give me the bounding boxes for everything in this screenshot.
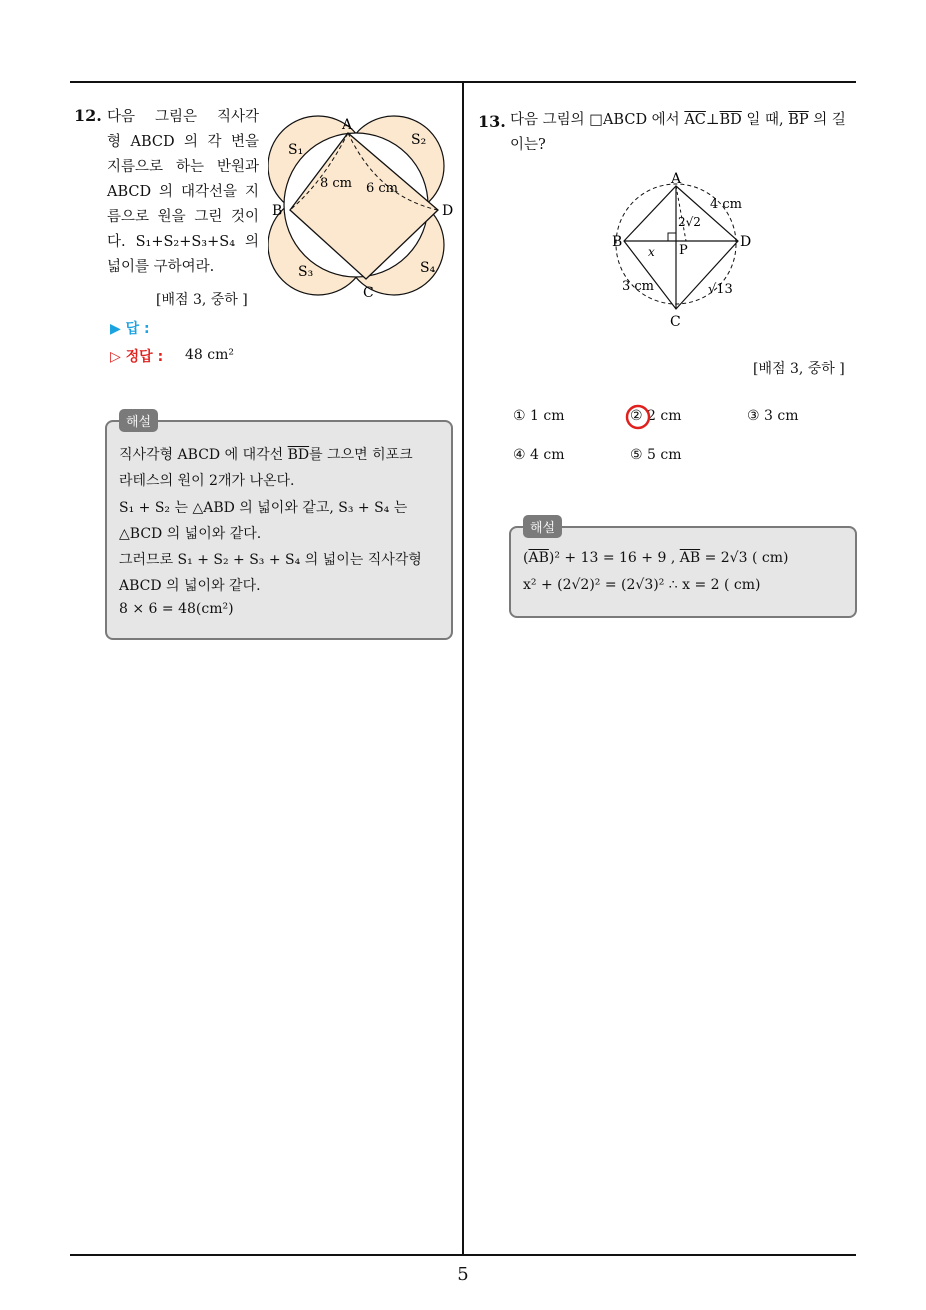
q13-solution-box [509, 526, 857, 618]
choice-text: 3 cm [764, 408, 799, 424]
q13-number: 13. [478, 112, 506, 131]
q12-line: 형 ABCD 의 각 변을 [107, 134, 259, 150]
q13-figure [610, 168, 760, 330]
q12-line: 다음 그림은 직사각 [107, 109, 259, 125]
q12-figure [268, 112, 464, 302]
label-B: B [612, 234, 623, 250]
q12-line: 지름으로 하는 반원과 [107, 159, 259, 175]
label-B: B [272, 203, 283, 219]
q13-solution-tag: 해설 [523, 515, 562, 538]
q12-solution-line: 8 × 6 = 48(cm²) [119, 601, 234, 617]
q12-solution-line: △BCD 의 넓이와 같다. [119, 526, 262, 542]
label-S2: S₂ [411, 132, 427, 148]
choice-3[interactable] [747, 408, 799, 424]
label-root13: √13 [708, 282, 733, 297]
choice-text: 2 cm [647, 408, 682, 424]
label-2root2: 2√2 [678, 215, 701, 229]
choice-text: 5 cm [647, 447, 682, 463]
page-number: 5 [457, 1264, 469, 1285]
label-6cm: 6 cm [366, 181, 399, 196]
q12-solution-line: S₁ + S₂ 는 △ABD 의 넓이와 같고, S₃ + S₄ 는 [119, 500, 408, 516]
choice-mark: ① [513, 408, 526, 424]
q12-line: ABCD 의 대각선을 지 [107, 184, 259, 200]
choice-mark: ④ [513, 447, 526, 463]
q12-answer-label: ▶ 답 : [110, 321, 150, 337]
label-C: C [363, 285, 374, 301]
right-angle-mark [668, 233, 676, 241]
q12-solution-line: ABCD 의 넓이와 같다. [119, 578, 261, 594]
q12-solution-box [105, 420, 453, 640]
q13-solution-line: $(\overline{AB})^2 + 13 = 16 + 9$ , $\overline{AB} = 2√3$ ( cm) [523, 550, 789, 566]
q12-solution-line: 라테스의 원이 2개가 나온다. [119, 473, 295, 489]
choice-mark: ⑤ [630, 447, 643, 463]
choice-text: 4 cm [530, 447, 565, 463]
choice-4[interactable] [513, 447, 565, 463]
label-x: x [648, 245, 655, 259]
choice-1[interactable] [513, 408, 565, 424]
q13-line: 다음 그림의 □ABCD 에서 $\overline{AC}\perp\overline{BD}$ 일 때, $\overline{BP}$ 의 길 [510, 112, 846, 128]
choice-mark: ③ [747, 408, 760, 424]
q12-line: 넓이를 구하여라. [107, 259, 215, 275]
q13-score: [배점 3, 중하 ] [753, 361, 845, 377]
q12-score: [배점 3, 중하 ] [156, 292, 248, 308]
label-S3: S₃ [298, 264, 314, 280]
label-4cm: 4 cm [710, 197, 743, 212]
label-3cm: 3 cm [622, 279, 655, 294]
label-A: A [671, 171, 682, 187]
q13-solution-line: x² + (2√2)² = (2√3)² ∴ x = 2 ( cm) [523, 577, 761, 593]
q13-line: 이는? [510, 137, 546, 153]
q12-number: 12. [74, 106, 102, 125]
q12-text [107, 105, 259, 280]
label-P: P [679, 243, 688, 258]
label-C: C [670, 314, 681, 330]
choice-5[interactable] [630, 447, 682, 463]
q12-line: 다. S₁+S₂+S₃+S₄ 의 [107, 234, 259, 250]
choice-text: 1 cm [530, 408, 565, 424]
label-8cm: 8 cm [320, 176, 353, 191]
label-S4: S₄ [420, 260, 436, 276]
q12-line: 름으로 원을 그린 것이 [107, 209, 259, 225]
label-D: D [740, 234, 752, 250]
q12-solution-line: 직사각형 ABCD 에 대각선 $\overline{BD}$를 그으면 히포크 [119, 447, 413, 463]
bottom-rule [70, 1254, 856, 1256]
choice-2[interactable] [630, 408, 682, 424]
q13-text [510, 108, 846, 158]
q12-solution-line: 그러므로 S₁ + S₂ + S₃ + S₄ 의 넓이는 직사각형 [119, 552, 422, 568]
q12-correct-label: ▷ 정답 : [110, 349, 164, 365]
label-A: A [342, 117, 353, 133]
label-D: D [442, 203, 454, 219]
choice-mark: ② [630, 408, 643, 424]
label-S1: S₁ [288, 142, 304, 158]
q12-solution-tag: 해설 [119, 409, 158, 432]
q12-correct-value: 48 cm² [185, 347, 234, 363]
selected-circle-icon [624, 403, 652, 431]
